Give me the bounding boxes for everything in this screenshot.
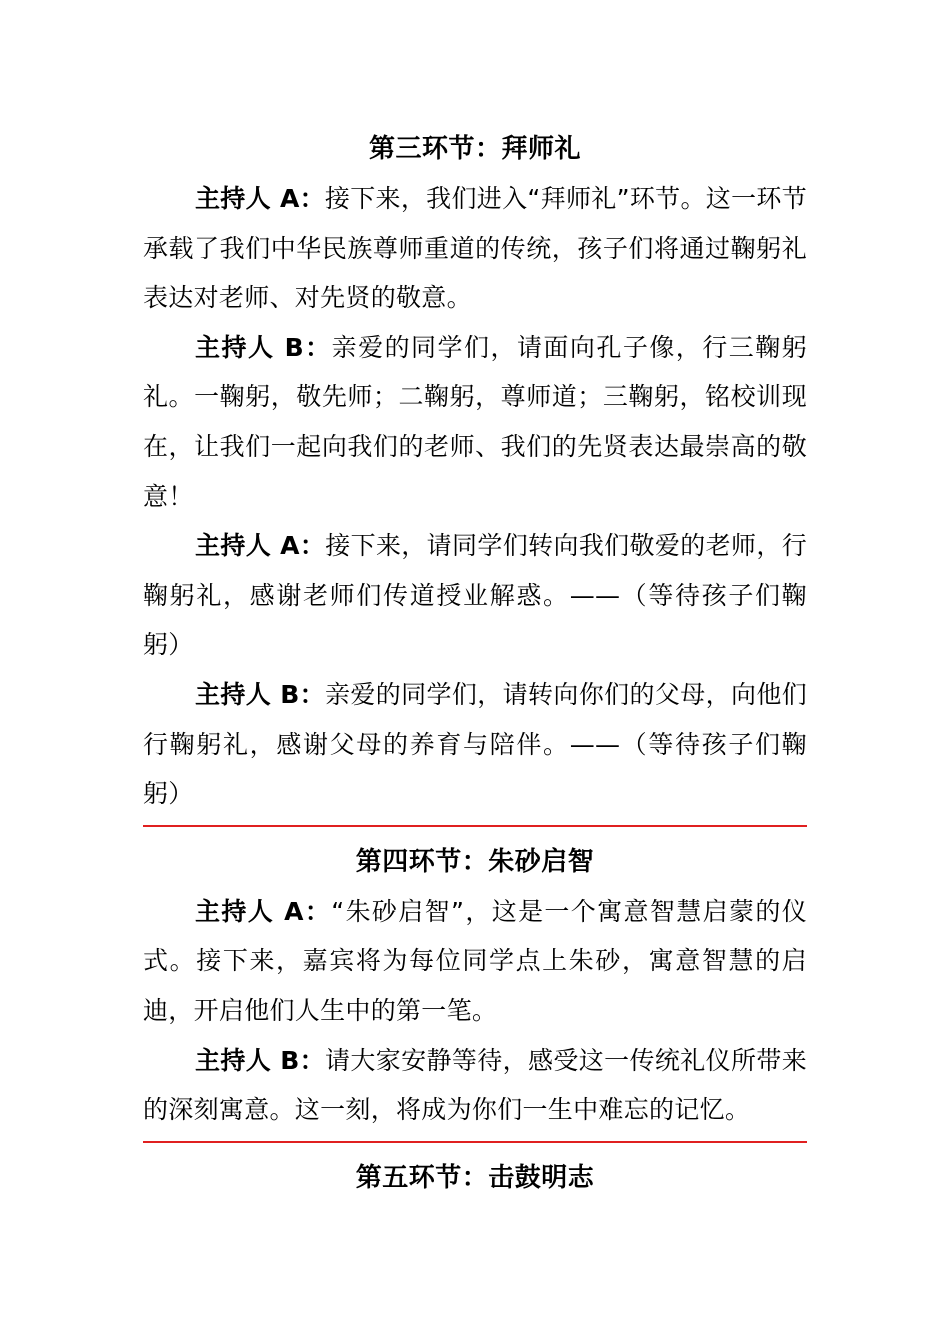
section-zhu-sha-qi-zhi — [143, 837, 807, 1135]
dialogue-paragraph — [143, 887, 807, 1036]
speaker-label: 主持人 A： — [195, 184, 325, 213]
speaker-label: 主持人 A： — [195, 896, 332, 926]
dialogue-text: “朱砂启智”，这是一个寓意智慧启蒙的仪式。接下来，嘉宾将为每位同学点上朱砂，寓意智慧的启迪，开启他们人生中的第一笔。 — [143, 896, 808, 1025]
document-page — [143, 124, 807, 1203]
dialogue-text: 接下来，请同学们转向我们敬爱的老师，行鞠躬礼，感谢老师们传道授业解惑。——（等待孩子们鞠躬） — [143, 531, 807, 660]
dialogue-text: 亲爱的同学们，请面向孔子像，行三鞠躬礼。一鞠躬，敬先师；二鞠躬，尊师道；三鞠躬，铭校训现在，让我们一起向我们的老师、我们的先贤表达最崇高的敬意！ — [143, 332, 808, 511]
dialogue-text: 接下来，我们进入“拜师礼”环节。这一环节承载了我们中华民族尊师重道的传统，孩子们将通过鞠躬礼表达对老师、对先贤的敬意。 — [143, 184, 808, 313]
dialogue-paragraph — [143, 174, 807, 323]
section-title: 第四环节：朱砂启智 — [355, 846, 595, 877]
speaker-label: 主持人 B： — [195, 332, 332, 362]
section-title: 第三环节：拜师礼 — [368, 134, 581, 164]
dialogue-paragraph — [143, 1036, 807, 1135]
dialogue-paragraph — [143, 670, 807, 819]
dialogue-paragraph — [143, 521, 807, 670]
section-bai-shi-li — [143, 124, 807, 819]
speaker-label: 主持人 A： — [195, 531, 326, 561]
section-title: 第五环节：击鼓明志 — [355, 1162, 595, 1193]
section-ji-gu-ming-zhi — [143, 1153, 807, 1203]
dialogue-text: 亲爱的同学们，请转向你们的父母，向他们行鞠躬礼，感谢父母的养育与陪伴。——（等待孩子们鞠躬） — [143, 679, 808, 809]
speaker-label: 主持人 B： — [195, 1045, 325, 1075]
speaker-label: 主持人 B： — [195, 679, 325, 709]
dialogue-text: 请大家安静等待，感受这一传统礼仪所带来的深刻寓意。这一刻，将成为你们一生中难忘的记忆。 — [143, 1045, 808, 1125]
dialogue-paragraph — [143, 323, 807, 521]
